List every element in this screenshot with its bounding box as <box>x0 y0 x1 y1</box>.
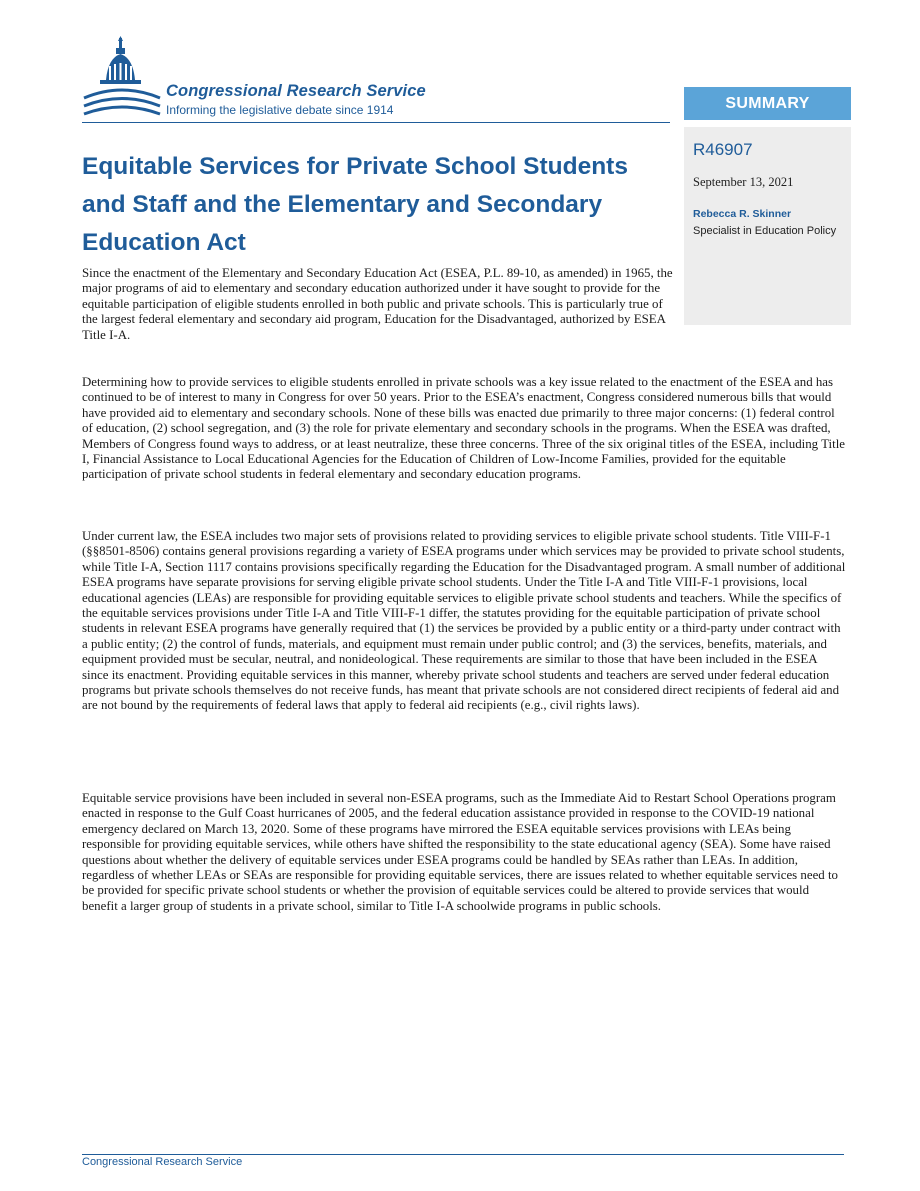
summary-paragraph-2: Determining how to provide services to eligible students enrolled in private schools was a key issue related to the enactment of the ESEA and has continued to be of interest to many in Congress for over 50 years. Prior to the ESEA’s enactment, Congress considered numerous bills that would have provided aid to elementary and secondary schools. None of these bills was enacted due primarily to three major concerns: (1) federal control of education, (2) school segregation, and (3) the role for private elementary and secondary schools in the programs. When the ESEA was drafted, Members of Congress found ways to address, or at least neutralize, these three concerns. Three of the six original titles of the ESEA, including Title I, Financial Assistance to Local Educational Agencies for the Education of Children of Low-Income Families, provided for the equitable participation of private school students in federal elementary and secondary education programs. <box>82 375 845 482</box>
crs-logo <box>82 36 482 122</box>
summary-paragraph-4: Equitable service provisions have been included in several non-ESEA programs, such as the Immediate Aid to Restart School Operations program enacted in response to the Gulf Coast hurricanes of 2005, and the federal education assistance provided in response to the COVID-19 national emergency declared on March 13, 2020. Some of these programs have mirrored the ESEA equitable services provisions with LEAs being responsible for providing equitable services, while others have shifted the responsibility to the state educational agency (SEA). Some have raised questions about whether the delivery of equitable services under ESEA programs could be handled by SEAs rather than LEAs. In addition, regardless of whether LEAs or SEAs are responsible for providing equitable services, there are issues related to whether equitable services need to be provided for specific private school students or whether the provision of equitable services could be altered to provide services that would benefit a larger group of students in a private school, similar to Title I-A schoolwide programs in public schools. <box>82 791 838 913</box>
header-divider <box>82 122 670 123</box>
footer-divider <box>82 1154 844 1155</box>
footer-text: Congressional Research Service <box>82 1156 243 1168</box>
summary-paragraph-3: Under current law, the ESEA includes two major sets of provisions related to providing services to eligible private school students. Title VIII-F-1 (§§8501-8506) contains general provisions regarding a variety of ESEA programs under which services may be provided to private school students, while Title I-A, Section 1117 contains provisions specifically regarding the Education for the Disadvantaged program. A small number of additional ESEA programs have separate provisions for serving eligible private school students. Under the Title I-A and Title VIII-F-1 provisions, local educational agencies (LEAs) are responsible for providing equitable services to eligible private school students and teachers. While the specifics of the equitable services provisions under Title I-A and Title VIII-F-1 differ, the statutes providing for the equitable participation of private school students in relevant ESEA programs have generally required that (1) the services be provided by a public entity or a third-party under contract with a public entity; (2) the control of funds, materials, and equipment must remain under public control; and (3) the services, benefits, materials, and equipment provided must be secular, neutral, and nonideological. These requirements are similar to those that have been included in the ESEA since its enactment. Providing equitable services in this manner, whereby private school students and teachers are served under federal education programs but private schools themselves do not receive funds, has meant that private schools are not considered direct recipients of federal aid and are not bound by the requirements of federal laws that apply to federal aid recipients (e.g., civil rights laws). <box>82 529 846 713</box>
summary-sidebar <box>684 87 851 325</box>
org-tagline: Informing the legislative debate since 1914 <box>166 103 394 117</box>
report-number: R46907 <box>693 140 753 159</box>
report-date: September 13, 2021 <box>693 175 794 189</box>
summary-banner: SUMMARY <box>684 87 851 120</box>
sidebar-gap <box>684 120 851 127</box>
author-title: Specialist in Education Policy <box>693 225 837 237</box>
report-title: Equitable Services for Private School Students and Staff and the Elementary and Secondary Education Act <box>82 153 628 256</box>
org-name: Congressional Research Service <box>166 82 426 100</box>
author-name: Rebecca R. Skinner <box>693 208 792 220</box>
capitol-dome-icon <box>82 36 162 120</box>
summary-paragraph-1: Since the enactment of the Elementary and Secondary Education Act (ESEA, P.L. 89-10, as amended) in 1965, the major programs of aid to elementary and secondary education authorized under it have sought to provide for the equitable participation of eligible students enrolled in both public and private schools. This is particularly true of the largest federal elementary and secondary aid program, Education for the Disadvantaged, authorized by ESEA Title I-A. <box>82 266 673 342</box>
